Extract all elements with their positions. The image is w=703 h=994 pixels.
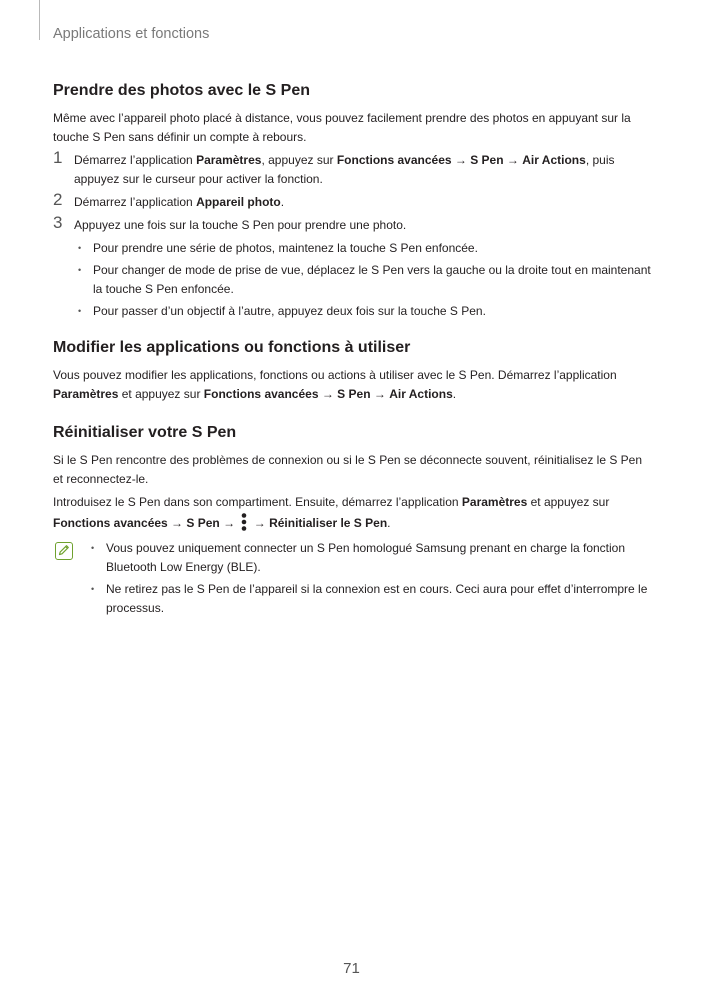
section-modify xyxy=(53,339,653,404)
section-body-modify: Vous pouvez modifier les applications, fonctions ou actions à utiliser avec le S Pen. Démarrez l’application Paramètres et appuyez sur Fonctions avancées → S Pen → Air Actions. xyxy=(53,368,617,401)
step-number: 2 xyxy=(53,190,63,209)
page-number: 71 xyxy=(343,960,360,977)
step-3: 3 Appuyez une fois sur la touche S Pen pour prendre une photo. xyxy=(53,213,407,232)
note-list xyxy=(87,539,653,618)
list-item: • Pour changer de mode de prise de vue, déplacez le S Pen vers la gauche ou la droite tout en maintenant la touche S Pen enfoncée. xyxy=(74,261,653,299)
note-icon xyxy=(55,542,73,560)
section-reset xyxy=(53,424,653,618)
section-heading-reset: Réinitialiser votre S Pen xyxy=(53,424,237,441)
step-3-bullets xyxy=(74,239,653,321)
running-header: Applications et fonctions xyxy=(53,26,210,42)
page-content xyxy=(53,82,653,621)
list-item: • Pour passer d’un objectif à l’autre, appuyez deux fois sur la touche S Pen. xyxy=(74,302,653,321)
step-1: 1 Démarrez l’application Paramètres, appuyez sur Fonctions avancées → S Pen → Air Actions, puis appuyez sur le curseur pour activer la fonction. xyxy=(53,148,615,186)
section-heading-photos: Prendre des photos avec le S Pen xyxy=(53,82,310,99)
list-item: • Vous pouvez uniquement connecter un S Pen homologué Samsung prenant en charge la fonction Bluetooth Low Energy (BLE). xyxy=(87,539,653,577)
note-box xyxy=(53,539,653,618)
more-options-icon xyxy=(240,512,248,532)
step-number: 3 xyxy=(53,213,63,232)
step-2: 2 Démarrez l’application Appareil photo. xyxy=(53,190,285,209)
section-heading-modify: Modifier les applications ou fonctions à utiliser xyxy=(53,339,411,356)
section-intro-photos: Même avec l’appareil photo placé à distance, vous pouvez facilement prendre des photos en appuyant sur la touche S Pen sans définir un compte à rebours. xyxy=(53,111,631,144)
section-body-reset-2: Introduisez le S Pen dans son compartiment. Ensuite, démarrez l’application Paramètres et appuyez sur Fonctions avancées → S Pen → → Réinitialiser le S Pen. xyxy=(53,495,610,530)
section-body-reset-1: Si le S Pen rencontre des problèmes de connexion ou si le S Pen se déconnecte souvent, réinitialisez le S Pen et reconnectez-le. xyxy=(53,453,643,486)
list-item: • Ne retirez pas le S Pen de l’appareil si la connexion est en cours. Ceci aura pour effet d’interrompre le processus. xyxy=(87,580,653,618)
list-item: • Pour prendre une série de photos, maintenez la touche S Pen enfoncée. xyxy=(74,239,653,258)
page-margin-rule xyxy=(39,0,40,40)
step-number: 1 xyxy=(53,148,63,167)
